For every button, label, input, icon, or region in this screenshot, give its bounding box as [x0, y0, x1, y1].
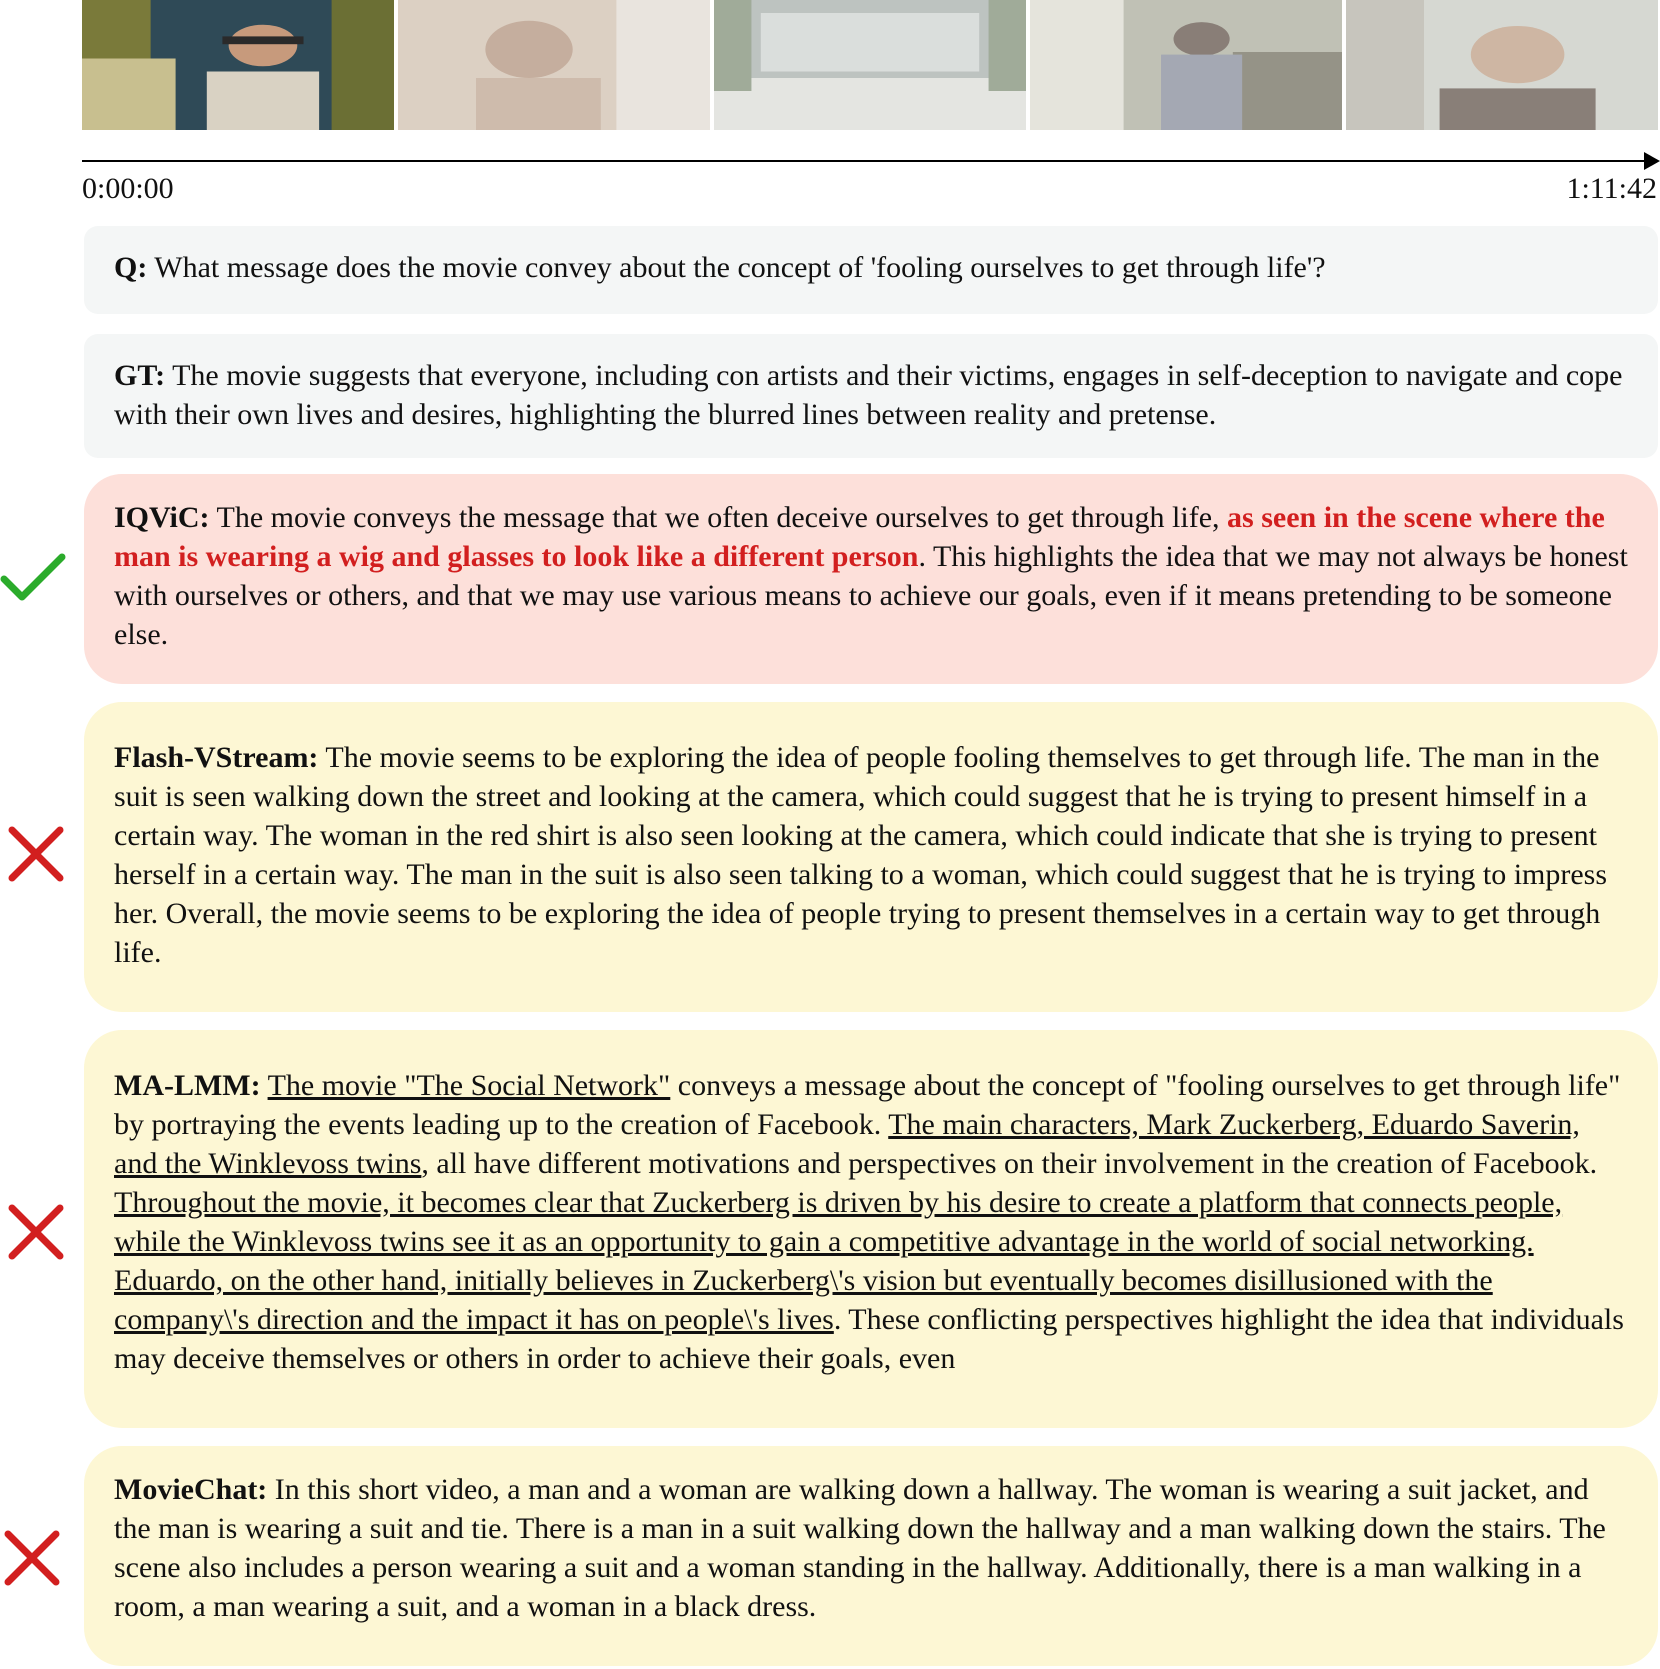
video-frame-2 [398, 0, 710, 130]
timeline-axis [82, 160, 1648, 162]
moviechat-answer-box [84, 1446, 1658, 1666]
ma-lmm-underlined-phrase: Throughout the movie, it becomes clear that Zuckerberg is driven by his desire to create a platform that connects people, while the Winklevoss twins see it as an opportunity to gain a competitive advantage in the world of social networking. Eduardo, on the other hand, initially believes in Zuckerberg\'s vision but eventually becomes disillusioned with the company\'s direction and the impact it has on people\'s lives [114, 1186, 1563, 1336]
ground-truth-text: The movie suggests that everyone, including con artists and their victims, engages in self-deception to navigate and cope with their own lives and desires, highlighting the blurred lines between reality and pretense. [114, 359, 1623, 431]
iqvic-highlighted-phrase: as seen in the scene where the man is wearing a wig and glasses to look like a different person [114, 501, 1605, 573]
video-frame-5 [1346, 0, 1658, 130]
question-text: What message does the movie convey about the concept of 'fooling ourselves to get through life'? [147, 251, 1326, 284]
ma-lmm-text: , all have different motivations and perspectives on their involvement in the creation of Facebook. [421, 1147, 1598, 1180]
timeline-end-time: 1:11:42 [1566, 172, 1657, 205]
video-frame-4 [1030, 0, 1342, 130]
cross-icon [0, 1526, 66, 1592]
ma-lmm-underlined-phrase: The movie "The Social Network" [267, 1069, 671, 1102]
iqvic-text-start: The movie conveys the message that we often deceive ourselves to get through life, [209, 501, 1228, 534]
timeline-arrow-icon [1644, 152, 1660, 170]
flash-vstream-label: Flash-VStream: [114, 741, 319, 774]
ground-truth-box [84, 334, 1658, 458]
ma-lmm-label: MA-LMM: [114, 1069, 261, 1102]
flash-vstream-answer-box [84, 702, 1658, 1012]
timeline-start-time: 0:00:00 [82, 172, 174, 205]
ma-lmm-answer-box [84, 1030, 1658, 1428]
iqvic-label: IQViC: [114, 501, 210, 534]
iqvic-answer-box [84, 474, 1658, 684]
moviechat-label: MovieChat: [114, 1473, 268, 1506]
check-icon [0, 545, 66, 611]
video-frame-strip [82, 0, 1658, 130]
question-label: Q: [114, 251, 148, 284]
video-frame-3 [714, 0, 1026, 130]
moviechat-text: In this short video, a man and a woman are walking down a hallway. The woman is wearing a suit jacket, and the man is wearing a suit and tie. There is a man in a suit walking down the hallway and a man walking down the stairs. The scene also includes a person wearing a suit and a woman standing in the hallway. Additionally, there is a man walking in a room, a man wearing a suit, and a woman in a black dress. [114, 1473, 1606, 1623]
ma-lmm-text: conveys a message about the concept of "fooling ourselves to get through life" by portraying the events leading up to the creation of Facebook. [114, 1069, 1621, 1141]
ma-lmm-text: . These conflicting perspectives highlight the idea that individuals may deceive themselves or others in order to achieve their goals, even [114, 1303, 1624, 1375]
video-frame-1 [82, 0, 394, 130]
cross-icon [4, 822, 70, 888]
ground-truth-label: GT: [114, 359, 166, 392]
cross-icon [4, 1200, 70, 1266]
ma-lmm-underlined-phrase: The main characters, Mark Zuckerberg, Eduardo Saverin, and the Winklevoss twins [114, 1108, 1580, 1180]
iqvic-text-end: . This highlights the idea that we may not always be honest with ourselves or others, and that we may use various means to achieve our goals, even if it means pretending to be someone else. [114, 540, 1628, 651]
flash-vstream-text: The movie seems to be exploring the idea of people fooling themselves to get through life. The man in the suit is seen walking down the street and looking at the camera, which could suggest that he is trying to present himself in a certain way. The woman in the red shirt is also seen looking at the camera, which could indicate that she is trying to present herself in a certain way. The man in the suit is also seen talking to a woman, which could suggest that he is trying to impress her. Overall, the movie seems to be exploring the idea of people trying to present themselves in a certain way to get through life. [114, 741, 1608, 969]
question-box [84, 226, 1658, 314]
